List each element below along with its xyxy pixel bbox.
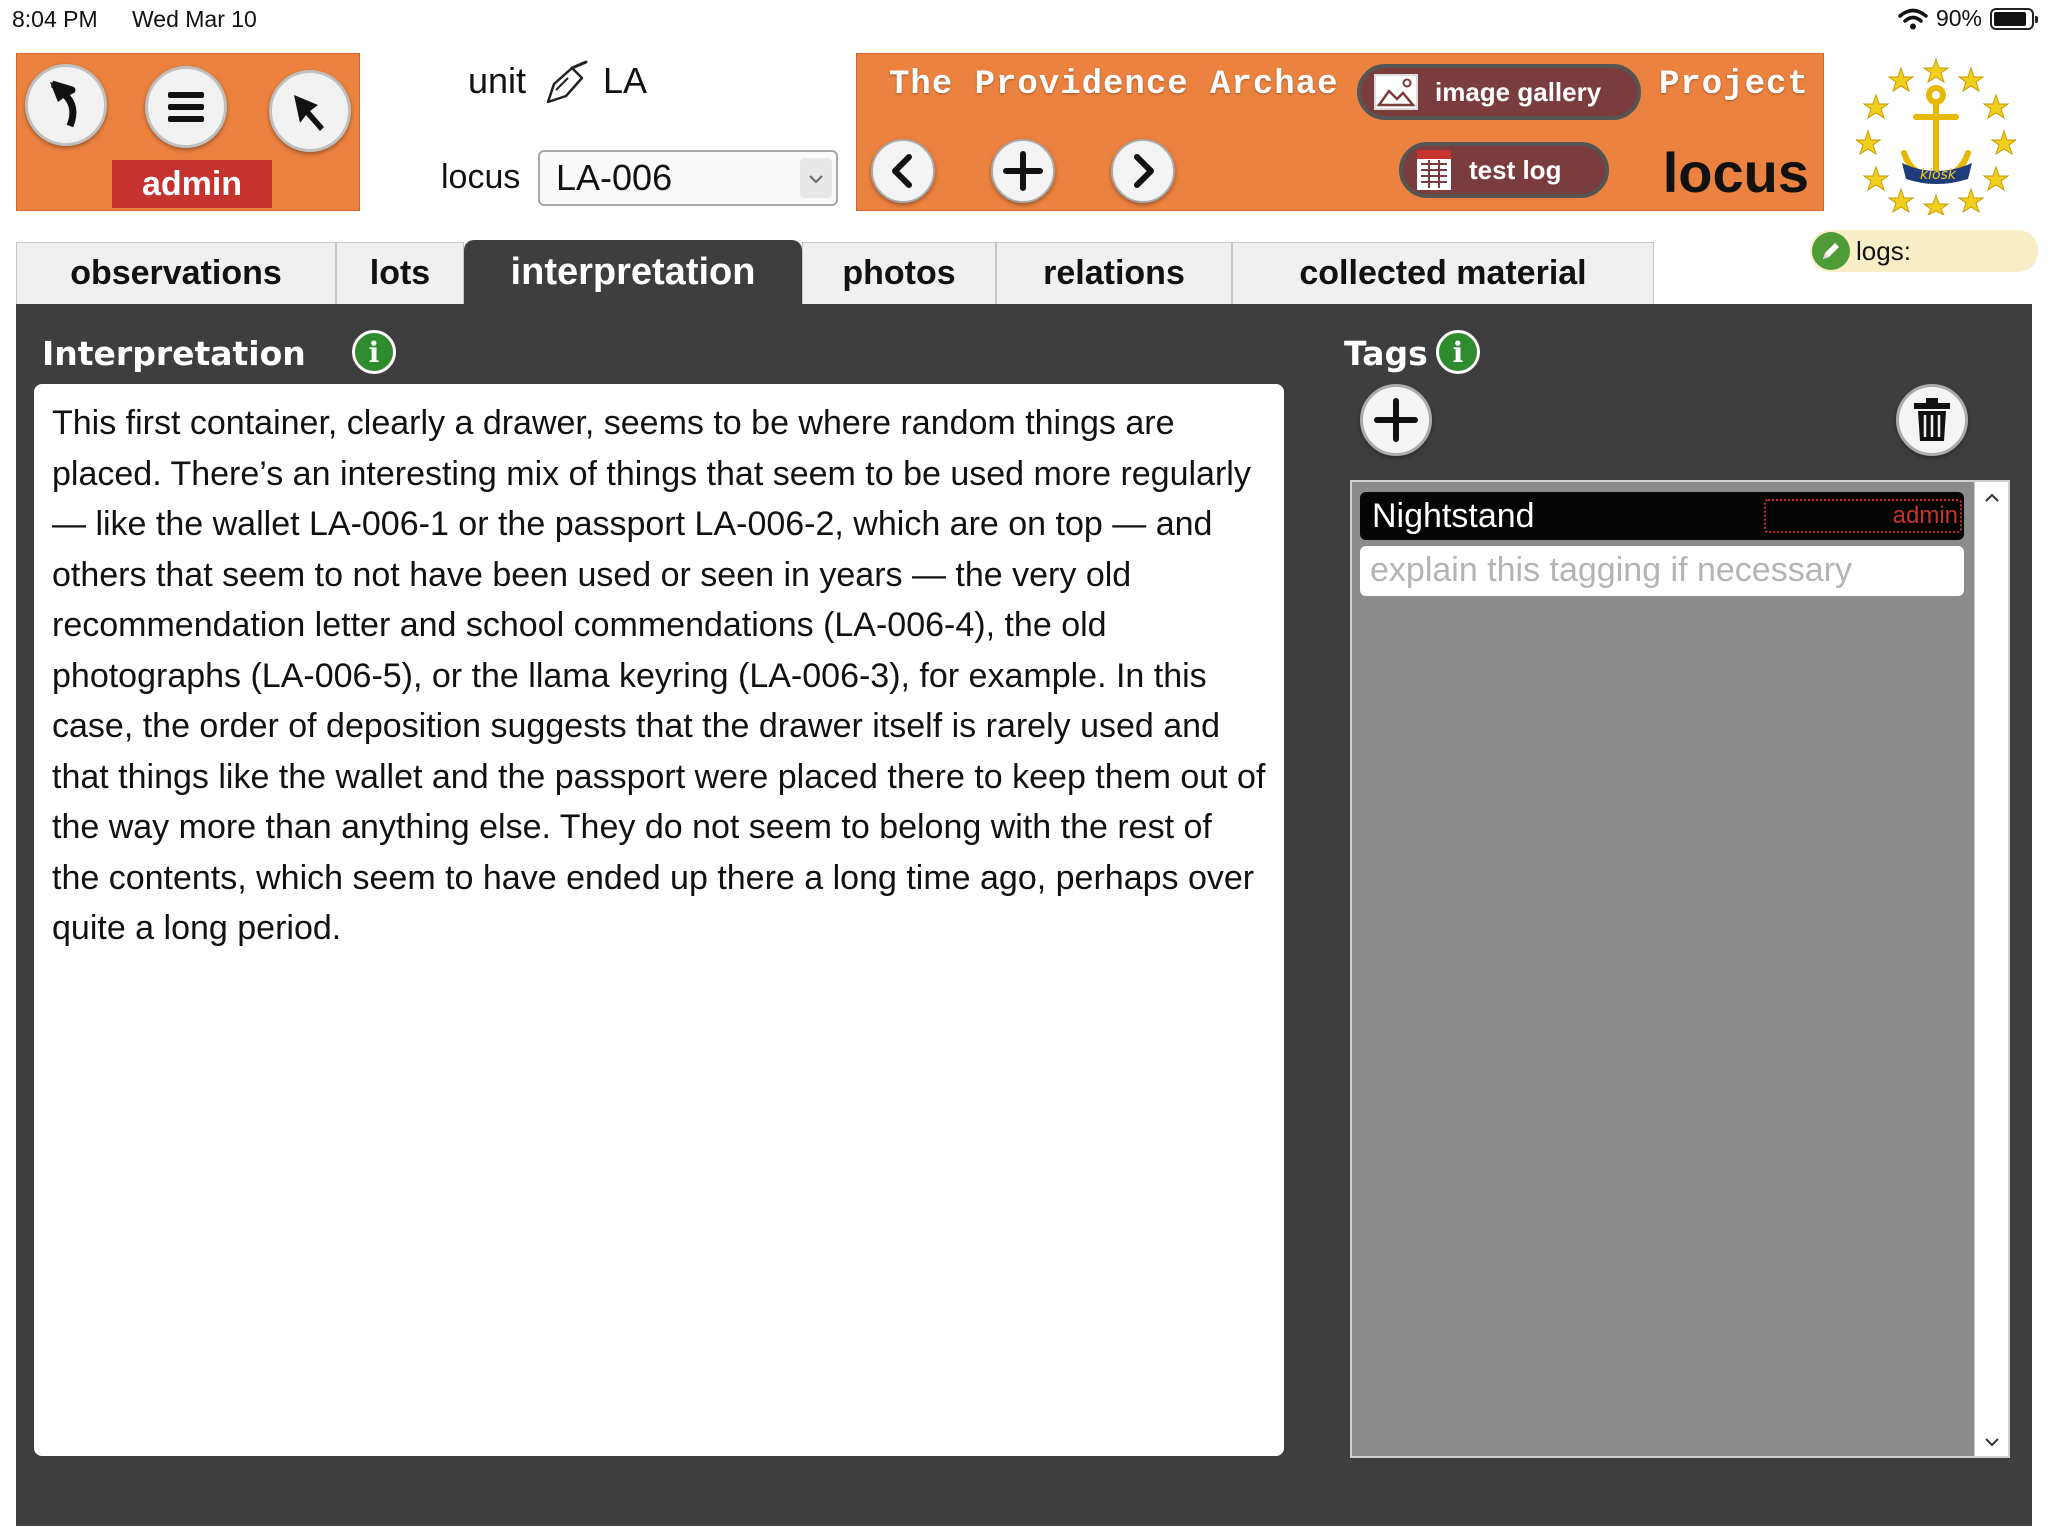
project-title: The Providence Archae <box>889 66 1339 104</box>
tab-collected-material[interactable]: collected material <box>1232 242 1654 304</box>
image-gallery-label: image gallery <box>1435 76 1602 107</box>
add-record-button[interactable] <box>991 139 1055 203</box>
chevron-left-icon <box>889 154 917 188</box>
tab-photos[interactable]: photos <box>802 242 996 304</box>
trowel-icon <box>542 60 590 108</box>
interpretation-textarea[interactable]: This first container, clearly a drawer, seems to be where random things are placed. There’s an interesting mix of things that seem to be used more regularly — like the wallet LA-006-1 or the passport LA-006-2, which are on top — and others that seem to not have been used or seen in years — the very old recommendation letter and school commendations (LA-006-4), the old photographs (LA-006-5), or the llama keyring (LA-006-3), for example. In this case, the order of deposition suggests that the drawer itself is rarely used and that things like the wallet and the passport were placed there to keep them out of the way more than anything else. They do not seem to belong with the rest of the contents, which seem to have ended up there a long time ago, perhaps over quite a long period. <box>34 384 1284 1456</box>
unit-value: LA <box>603 60 648 101</box>
tag-list-scrollbar[interactable] <box>1974 482 2008 1456</box>
tags-info-icon[interactable]: i <box>1436 330 1480 374</box>
record-type-label: locus <box>1662 141 1809 204</box>
status-date: Wed Mar 10 <box>132 6 257 32</box>
tag-list[interactable] <box>1350 480 2010 1458</box>
tag-name: Nightstand <box>1372 497 1535 535</box>
plus-icon <box>1003 151 1043 191</box>
spreadsheet-icon <box>1415 148 1453 192</box>
seal-label: kiosk <box>1920 167 1956 183</box>
add-tag-button[interactable] <box>1360 384 1432 456</box>
hamburger-menu-icon <box>166 89 206 125</box>
tab-interpretation[interactable]: interpretation <box>464 240 802 304</box>
interpretation-info-icon[interactable]: i <box>352 330 396 374</box>
menu-button[interactable] <box>145 66 227 148</box>
wifi-icon <box>1898 8 1928 30</box>
battery-icon <box>1990 8 2034 30</box>
logs-label: logs: <box>1856 235 1911 266</box>
project-banner <box>856 53 1824 211</box>
plus-icon <box>1374 398 1418 442</box>
tag-note-input[interactable]: explain this tagging if necessary <box>1360 546 1964 596</box>
scroll-up-icon[interactable] <box>1975 482 2009 512</box>
tag-item[interactable] <box>1360 492 1964 540</box>
unit-label: unit <box>468 60 527 101</box>
interpretation-panel <box>16 304 2032 1526</box>
main-toolbar <box>16 53 360 211</box>
status-bar <box>0 0 2048 40</box>
tab-relations[interactable]: relations <box>996 242 1232 304</box>
record-tabs <box>16 242 1654 304</box>
trash-icon <box>1912 397 1952 443</box>
tag-user: admin <box>1764 499 1962 533</box>
test-log-label: test log <box>1469 154 1562 185</box>
previous-button[interactable] <box>871 139 935 203</box>
test-log-button[interactable] <box>1399 142 1609 198</box>
logs-field[interactable] <box>1810 230 2038 272</box>
chevron-down-icon <box>800 158 832 198</box>
status-time: 8:04 PM <box>12 6 98 32</box>
image-gallery-button[interactable] <box>1357 64 1641 120</box>
locus-select[interactable] <box>538 150 838 206</box>
back-button[interactable] <box>25 64 107 146</box>
interpretation-title: Interpretation <box>42 334 306 373</box>
scroll-down-icon[interactable] <box>1975 1426 2009 1456</box>
tags-title: Tags <box>1344 334 1428 373</box>
image-gallery-icon <box>1373 73 1419 111</box>
user-badge[interactable]: admin <box>112 160 272 208</box>
project-title-end: Project <box>1659 66 1809 104</box>
delete-tag-button[interactable] <box>1896 384 1968 456</box>
pencil-icon <box>1812 232 1850 270</box>
locus-label: locus <box>441 158 521 196</box>
tab-lots[interactable]: lots <box>336 242 464 304</box>
state-seal-logo[interactable] <box>1856 55 2016 215</box>
next-button[interactable] <box>1111 139 1175 203</box>
pin-icon <box>288 89 332 133</box>
pin-button[interactable] <box>269 70 351 152</box>
status-right <box>1898 5 2034 32</box>
chevron-right-icon <box>1129 154 1157 188</box>
battery-percent: 90% <box>1935 5 1982 31</box>
locus-selected-value: LA-006 <box>556 157 673 198</box>
tab-observations[interactable]: observations <box>16 242 336 304</box>
back-arrow-icon <box>44 80 88 130</box>
